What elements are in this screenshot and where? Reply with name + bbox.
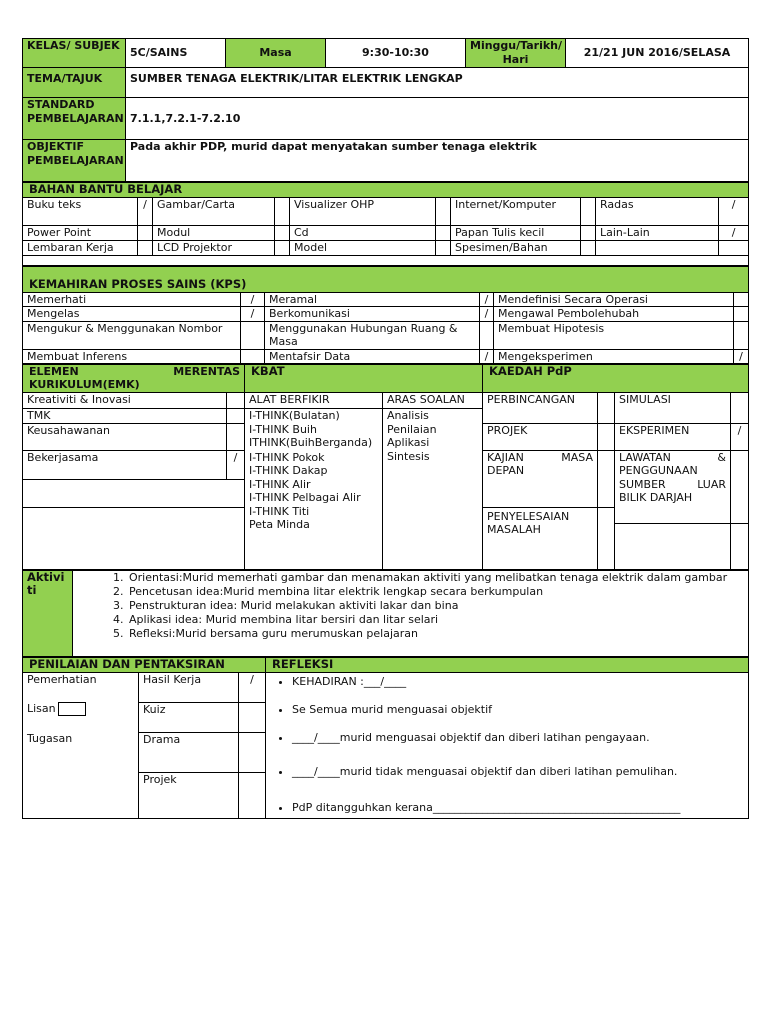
bahan-mark (436, 240, 451, 255)
refleksi-list (266, 672, 749, 818)
kps-item: Berkomunikasi (265, 307, 480, 322)
kps-mark (241, 321, 265, 349)
kaedah-mark (598, 507, 615, 569)
alat-item: I-THINK(Bulatan) (249, 409, 340, 422)
bahan-mark (138, 225, 153, 240)
kaedah-mark (731, 393, 749, 424)
alat-title: ALAT BERFIKIR (245, 393, 383, 409)
bahan-item: Model (290, 240, 436, 255)
standard-label: STANDARD PEMBELAJARAN (23, 98, 126, 140)
masa-value: 9:30-10:30 (326, 39, 466, 68)
emk-mark (227, 423, 245, 450)
penilaian-left-item: Tugasan (23, 732, 139, 818)
emk-mark: / (227, 450, 245, 479)
alat-item: ITHINK(BuihBerganda) (249, 436, 373, 449)
penilaian-right-item: Drama (139, 732, 239, 772)
refleksi-item: • ____/____murid tidak menguasai objektif dan diberi latihan pemulihan. (292, 765, 744, 779)
refleksi-item: • Se Semua murid menguasai objektif (292, 703, 744, 717)
bahan-mark (719, 240, 749, 255)
bahan-mark: / (719, 225, 749, 240)
minggu-value: 21/21 JUN 2016/SELASA (566, 39, 749, 68)
kps-title: KEMAHIRAN PROSES SAINS (KPS) (23, 266, 749, 292)
kps-mark: / (480, 292, 494, 307)
bahan-item: Visualizer OHP (290, 197, 436, 225)
standard-value: 7.1.1,7.2.1-7.2.10 (126, 98, 749, 140)
kps-mark (480, 321, 494, 349)
kaedah-mark (731, 450, 749, 523)
kps-item: Membuat Inferens (23, 349, 241, 364)
kps-item: Mengeksperimen (494, 349, 734, 364)
kps-mark: / (480, 349, 494, 364)
aras-item: Penilaian (387, 422, 437, 436)
bahan-mark (581, 197, 596, 225)
kps-item: Mentafsir Data (265, 349, 480, 364)
bahan-item: Spesimen/Bahan (451, 240, 581, 255)
header-table (22, 38, 749, 182)
kps-mark: / (241, 292, 265, 307)
bahan-mark (581, 240, 596, 255)
lisan-checkbox (58, 702, 86, 716)
penilaian-refleksi-table (22, 657, 749, 819)
aktiviti-label: Aktiviti (23, 570, 73, 656)
kaedah-mark (598, 393, 615, 424)
alat-item: Peta Minda (249, 518, 310, 531)
aktiviti-step: 3. Penstrukturan idea: Murid melakukan aktiviti lakar dan bina (127, 599, 744, 613)
kaedah-mark: / (731, 423, 749, 450)
kps-item: Mengawal Pembolehubah (494, 307, 734, 322)
kaedah-item (483, 450, 598, 507)
bahan-item: Papan Tulis kecil (451, 225, 581, 240)
emk-item: TMK (23, 409, 227, 424)
emk-item: Bekerjasama (23, 450, 227, 479)
kps-item: Mengelas (23, 307, 241, 322)
emk-mark (227, 393, 245, 409)
kps-item: Mengukur & Menggunakan Nombor (23, 321, 241, 349)
bahan-item: LCD Projektor (153, 240, 275, 255)
bahan-item: Gambar/Carta (153, 197, 275, 225)
alat-item: I-THINK Pokok (249, 450, 325, 464)
minggu-label: Minggu/Tarikh/ Hari (466, 39, 566, 68)
kps-mark (241, 349, 265, 364)
kaedah-mark (731, 523, 749, 569)
emk-title (23, 365, 245, 393)
kaedah-mark (598, 450, 615, 507)
bahan-item: Lembaran Kerja (23, 240, 138, 255)
penilaian-right-item: Hasil Kerja (139, 672, 239, 702)
aktiviti-step: 1. Orientasi:Murid memerhati gambar dan menamakan aktiviti yang melibatkan tenaga elektrik dalam gambar (127, 571, 744, 585)
lisan-label: Lisan (27, 702, 56, 715)
kps-item: Menggunakan Hubungan Ruang & Masa (265, 321, 480, 349)
emk-blank (23, 479, 245, 507)
penilaian-left-mark (123, 672, 139, 702)
refleksi-title: REFLEKSI (266, 657, 749, 672)
refleksi-item: • KEHADIRAN :___/____ (292, 675, 744, 689)
bahan-mark: / (719, 197, 749, 225)
kbat-title: KBAT (245, 365, 483, 393)
kelas-label: KELAS/ SUBJEK (23, 39, 126, 68)
penilaian-right-mark: / (239, 672, 266, 702)
aras-title: ARAS SOALAN (383, 393, 483, 409)
bahan-item: Power Point (23, 225, 138, 240)
penilaian-left-item (23, 702, 139, 732)
kaedah-title: KAEDAH PdP (483, 365, 749, 393)
bahan-mark (275, 240, 290, 255)
alat-item: I-THINK Titi (249, 504, 310, 518)
kps-item: Membuat Hipotesis (494, 321, 734, 349)
aras-item: Aplikasi (387, 436, 430, 449)
bahan-mark (436, 225, 451, 240)
kaedah-item (615, 450, 731, 523)
emk-blank (23, 507, 245, 569)
bahan-mark (581, 225, 596, 240)
aktiviti-steps (73, 570, 749, 656)
bahan-item: Modul (153, 225, 275, 240)
emk-mark (227, 409, 245, 424)
alat-item: I-THINK Alir (249, 477, 311, 491)
lesson-plan-sheet (22, 38, 748, 819)
bahan-mark (275, 225, 290, 240)
bahan-item: Buku teks (23, 197, 138, 225)
penilaian-left-item: Pemerhatian (23, 672, 123, 702)
kps-mark: / (480, 307, 494, 322)
kaedah-mark (598, 423, 615, 450)
bahan-mark (275, 197, 290, 225)
kaedah-item: SIMULASI (615, 393, 731, 424)
penilaian-right-item: Projek (139, 772, 239, 818)
penilaian-right-mark (239, 702, 266, 732)
penilaian-right-item: Kuiz (139, 702, 239, 732)
bahan-mark (138, 240, 153, 255)
aras-item: Sintesis (387, 449, 430, 463)
penilaian-title: PENILAIAN DAN PENTAKSIRAN (23, 657, 266, 672)
bahan-table (22, 182, 749, 266)
kaedah-item-text: KAJIAN MASA DEPAN (487, 450, 594, 477)
kps-mark: / (734, 349, 749, 364)
aktiviti-step: 4. Aplikasi idea: Murid membina litar bersiri dan litar selari (127, 613, 744, 627)
emk-title-text: ELEMEN MERENTAS KURIKULUM(EMK) (29, 365, 241, 391)
aktiviti-step: 2. Pencetusan idea:Murid membina litar elektrik lengkap secara berkumpulan (127, 585, 744, 599)
kelas-value: 5C/SAINS (126, 39, 226, 68)
refleksi-item: • ____/____murid menguasai objektif dan diberi latihan pengayaan. (292, 731, 744, 745)
bahan-item: Lain-Lain (596, 225, 719, 240)
kps-item: Meramal (265, 292, 480, 307)
aras-list (383, 409, 483, 570)
alat-list (245, 409, 383, 570)
kps-mark (734, 292, 749, 307)
alat-item: I-THINK Pelbagai Alir (249, 491, 361, 504)
kaedah-item: PERBINCANGAN (483, 393, 598, 424)
bahan-item: Cd (290, 225, 436, 240)
penilaian-right-mark (239, 732, 266, 772)
kps-mark: / (241, 307, 265, 322)
bahan-title: BAHAN BANTU BELAJAR (23, 183, 749, 198)
aras-item: Analisis (387, 409, 429, 422)
kps-mark (734, 307, 749, 322)
bahan-item (596, 240, 719, 255)
emk-kbat-kaedah-table (22, 364, 749, 570)
emk-item: Kreativiti & Inovasi (23, 393, 227, 409)
alat-item: I-THINK Dakap (249, 464, 328, 477)
kps-item: Memerhati (23, 292, 241, 307)
emk-item: Keusahawanan (23, 423, 227, 450)
bahan-mark: / (138, 197, 153, 225)
aktiviti-step: 5. Refleksi:Murid bersama guru merumuskan pelajaran (127, 627, 744, 641)
tema-value: SUMBER TENAGA ELEKTRIK/LITAR ELEKTRIK LENGKAP (126, 68, 749, 98)
kaedah-item-text: LAWATAN & PENGGUNAAN SUMBER LUAR BILIK DARJAH (619, 450, 727, 504)
kaedah-item: PROJEK (483, 423, 598, 450)
objektif-value: Pada akhir PDP, murid dapat menyatakan sumber tenaga elektrik (126, 140, 749, 182)
masa-label: Masa (226, 39, 326, 68)
bahan-item: Internet/Komputer (451, 197, 581, 225)
kps-mark (734, 321, 749, 349)
bahan-item: Radas (596, 197, 719, 225)
kaedah-item: EKSPERIMEN (615, 423, 731, 450)
kps-table (22, 266, 749, 365)
kps-item: Mendefinisi Secara Operasi (494, 292, 734, 307)
objektif-label: OBJEKTIF PEMBELAJARAN (23, 140, 126, 182)
kaedah-item: PENYELESAIAN MASALAH (483, 507, 598, 569)
bahan-mark (436, 197, 451, 225)
bahan-spacer (23, 255, 749, 265)
tema-label: TEMA/TAJUK (23, 68, 126, 98)
refleksi-item: • PdP ditangguhkan kerana_____________________________________________ (292, 801, 744, 815)
kaedah-item (615, 523, 731, 569)
aktiviti-table (22, 570, 749, 657)
alat-item: I-THINK Buih (249, 422, 317, 436)
penilaian-right-mark (239, 772, 266, 818)
